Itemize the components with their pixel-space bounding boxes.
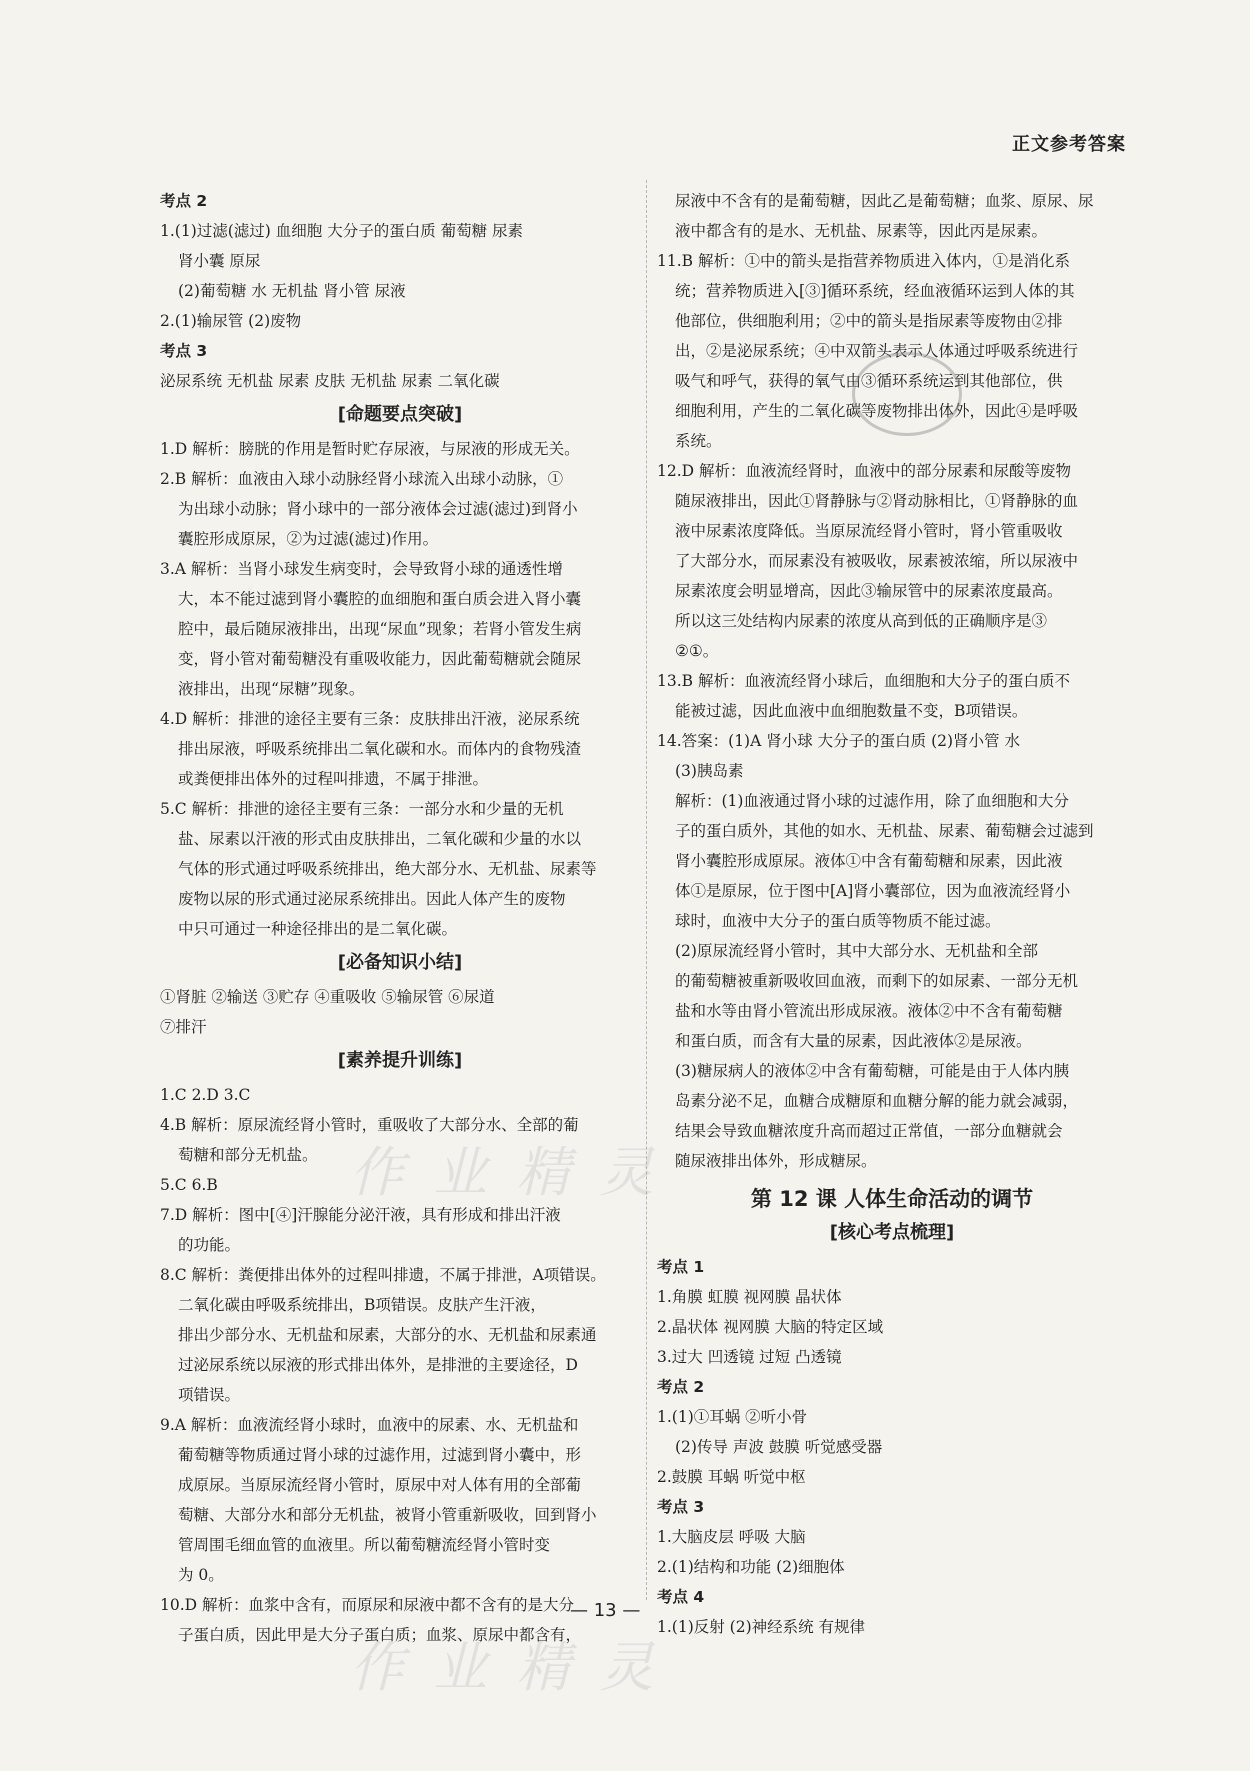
left-line: 大，本不能过滤到肾小囊腔的血细胞和蛋白质会进入肾小囊 — [178, 590, 582, 608]
right-line: 2.鼓膜 耳蜗 听觉中枢 — [657, 1468, 806, 1486]
right-line: 和蛋白质，而含有大量的尿素，因此液体②是尿液。 — [675, 1032, 1032, 1050]
right-line: 子的蛋白质外，其他的如水、无机盐、尿素、葡萄糖会过滤到 — [675, 822, 1094, 840]
page-header: 正文参考答案 — [1012, 134, 1126, 155]
right-line: 细胞利用，产生的二氧化碳等废物排出体外，因此④是呼吸 — [675, 402, 1079, 420]
watermark: 作 业 精 灵 — [350, 1141, 660, 1204]
left-line: 排出少部分水、无机盐和尿素，大部分的水、无机盐和尿素通 — [178, 1326, 597, 1344]
left-line: 4.D 解析：排泄的途径主要有三条：皮肤排出汗液，泌尿系统 — [160, 710, 580, 728]
left-line: [必备知识小结] — [337, 952, 463, 973]
right-line: 11.B 解析：①中的箭头是指营养物质进入体内，①是消化系 — [657, 252, 1070, 270]
right-line: 3.过大 凹透镜 过短 凸透镜 — [657, 1348, 842, 1366]
left-line: 囊腔形成原尿，②为过滤(滤过)作用。 — [178, 530, 439, 548]
left-line: ⑦排汗 — [160, 1018, 207, 1036]
right-line: 液中都含有的是水、无机盐、尿素等，因此丙是尿素。 — [675, 222, 1048, 240]
right-line: 球时，血液中大分子的蛋白质等物质不能过滤。 — [675, 912, 1001, 930]
right-line: 液中尿素浓度降低。当原尿流经肾小管时，肾小管重吸收 — [675, 522, 1063, 540]
left-line: 萄糖和部分无机盐。 — [178, 1146, 318, 1164]
right-line: 1.(1)反射 (2)神经系统 有规律 — [657, 1618, 866, 1636]
left-line: 考点 2 — [160, 192, 208, 210]
left-line: 中只可通过一种途径排出的是二氧化碳。 — [178, 920, 458, 938]
left-line: 成原尿。当原尿流经肾小管时，原尿中对人体有用的全部葡 — [178, 1476, 582, 1494]
right-line: 所以这三处结构内尿素的浓度从高到低的正确顺序是③ — [675, 612, 1048, 630]
right-line: 12.D 解析：血液流经肾时，血液中的部分尿素和尿酸等废物 — [657, 462, 1072, 480]
left-line: 废物以尿的形式通过泌尿系统排出。因此人体产生的废物 — [178, 890, 566, 908]
right-line: 考点 1 — [657, 1258, 705, 1276]
left-line: 腔中，最后随尿液排出，出现“尿血”现象；若肾小管发生病 — [178, 620, 582, 638]
right-line: 出，②是泌尿系统；④中双箭头表示人体通过呼吸系统进行 — [675, 342, 1079, 360]
left-line: 7.D 解析：图中[④]汗腺能分泌汗液，具有形成和排出汗液 — [160, 1206, 561, 1224]
left-line: 为 0。 — [178, 1566, 224, 1584]
left-line: 二氧化碳由呼吸系统排出，B项错误。皮肤产生汗液， — [178, 1296, 546, 1314]
left-line: 气体的形式通过呼吸系统排出，绝大部分水、无机盐、尿素等 — [178, 860, 597, 878]
left-line: 考点 3 — [160, 342, 208, 360]
left-line: 1.D 解析：膀胱的作用是暂时贮存尿液，与尿液的形成无关。 — [160, 440, 580, 458]
right-line: 解析：(1)血液通过肾小球的过滤作用，除了血细胞和大分 — [675, 792, 1069, 810]
right-line: 系统。 — [675, 432, 722, 450]
right-line: 考点 4 — [657, 1588, 705, 1606]
right-line: (3)糖尿病人的液体②中含有葡萄糖，可能是由于人体内胰 — [675, 1062, 1069, 1080]
left-line: 1.(1)过滤(滤过) 血细胞 大分子的蛋白质 葡萄糖 尿素 — [160, 222, 524, 240]
left-line: 萄糖、大部分水和部分无机盐，被肾小管重新吸收，回到肾小 — [178, 1506, 597, 1524]
right-line: 第 12 课 人体生命活动的调节 — [750, 1187, 1034, 1211]
left-line: 项错误。 — [178, 1386, 241, 1404]
watermark: 作 业 精 灵 — [350, 1636, 660, 1699]
left-line: 2.B 解析：血液由入球小动脉经肾小球流入出球小动脉，① — [160, 470, 564, 488]
right-line: 吸气和呼气，获得的氧气由③循环系统运到其他部位，供 — [675, 372, 1063, 390]
right-line: 尿素浓度会明显增高，因此③输尿管中的尿素浓度最高。 — [675, 582, 1063, 600]
left-line: 过泌尿系统以尿液的形式排出体外，是排泄的主要途径，D — [178, 1356, 578, 1374]
stamp-mark — [852, 352, 962, 436]
left-line: 3.A 解析：当肾小球发生病变时，会导致肾小球的通透性增 — [160, 560, 563, 578]
left-line: 2.(1)输尿管 (2)废物 — [160, 312, 302, 330]
left-line: 变，肾小管对葡萄糖没有重吸收能力，因此葡萄糖就会随尿 — [178, 650, 582, 668]
left-line: ①肾脏 ②输送 ③贮存 ④重吸收 ⑤输尿管 ⑥尿道 — [160, 988, 495, 1006]
left-line: 9.A 解析：血液流经肾小球时，血液中的尿素、水、无机盐和 — [160, 1416, 579, 1434]
left-line: 子蛋白质，因此甲是大分子蛋白质；血浆、原尿中都含有， — [178, 1626, 582, 1644]
right-line: 的葡萄糖被重新吸收回血液，而剩下的如尿素、一部分无机 — [675, 972, 1079, 990]
left-line: 液排出，出现“尿糖”现象。 — [178, 680, 365, 698]
right-line: 体①是原尿，位于图中[A]肾小囊部位，因为血液流经肾小 — [675, 882, 1071, 900]
right-line: 统；营养物质进入[③]循环系统，经血液循环运到人体的其 — [675, 282, 1075, 300]
right-line: [核心考点梳理] — [829, 1222, 955, 1243]
left-column — [160, 186, 640, 1650]
left-line: [素养提升训练] — [337, 1050, 463, 1071]
left-line: 的功能。 — [178, 1236, 241, 1254]
right-line: (3)胰岛素 — [675, 762, 744, 780]
right-line: (2)原尿流经肾小管时，其中大部分水、无机盐和全部 — [675, 942, 1038, 960]
right-line: 结果会导致血糖浓度升高而超过正常值，一部分血糖就会 — [675, 1122, 1063, 1140]
left-line: 1.C 2.D 3.C — [160, 1086, 251, 1104]
right-line: 随尿液排出，因此①肾静脉与②肾动脉相比，①肾静脉的血 — [675, 492, 1079, 510]
left-line: 为出球小动脉；肾小球中的一部分液体会过滤(滤过)到肾小 — [178, 500, 578, 518]
right-line: 1.大脑皮层 呼吸 大脑 — [657, 1528, 806, 1546]
column-divider — [646, 180, 647, 1600]
right-line: 14.答案：(1)A 肾小球 大分子的蛋白质 (2)肾小管 水 — [657, 732, 1020, 750]
right-line: 考点 3 — [657, 1498, 705, 1516]
right-line: 随尿液排出体外，形成糖尿。 — [675, 1152, 877, 1170]
left-line: [命题要点突破] — [337, 404, 463, 425]
left-line: 葡萄糖等物质通过肾小球的过滤作用，过滤到肾小囊中，形 — [178, 1446, 582, 1464]
right-line: 能被过滤，因此血液中血细胞数量不变，B项错误。 — [675, 702, 1028, 720]
left-line: 盐、尿素以汗液的形式由皮肤排出，二氧化碳和少量的水以 — [178, 830, 582, 848]
right-line: 1.(1)①耳蜗 ②听小骨 — [657, 1408, 808, 1426]
left-line: 泌尿系统 无机盐 尿素 皮肤 无机盐 尿素 二氧化碳 — [160, 372, 500, 390]
right-line: 2.晶状体 视网膜 大脑的特定区域 — [657, 1318, 884, 1336]
left-line: 5.C 6.B — [160, 1176, 218, 1194]
left-line: 4.B 解析：原尿流经肾小管时，重吸收了大部分水、全部的葡 — [160, 1116, 579, 1134]
left-line: 肾小囊 原尿 — [178, 252, 261, 270]
right-line: 13.B 解析：血液流经肾小球后，血细胞和大分子的蛋白质不 — [657, 672, 1070, 690]
right-line: 岛素分泌不足，血糖合成糖原和血糖分解的能力就会减弱， — [675, 1092, 1079, 1110]
left-line: 或粪便排出体外的过程叫排遗，不属于排泄。 — [178, 770, 489, 788]
left-line: 管周围毛细血管的血液里。所以葡萄糖流经肾小管时变 — [178, 1536, 551, 1554]
right-line: 肾小囊腔形成原尿。液体①中含有葡萄糖和尿素，因此液 — [675, 852, 1063, 870]
right-line: (2)传导 声波 鼓膜 听觉感受器 — [675, 1438, 883, 1456]
left-line: 排出尿液，呼吸系统排出二氧化碳和水。而体内的食物残渣 — [178, 740, 582, 758]
right-line: 1.角膜 虹膜 视网膜 晶状体 — [657, 1288, 842, 1306]
left-line: 8.C 解析：粪便排出体外的过程叫排遗，不属于排泄，A项错误。 — [160, 1266, 606, 1284]
right-line: 考点 2 — [657, 1378, 705, 1396]
left-line: (2)葡萄糖 水 无机盐 肾小管 尿液 — [178, 282, 406, 300]
right-line: 尿液中不含有的是葡萄糖，因此乙是葡萄糖；血浆、原尿、尿 — [675, 192, 1094, 210]
page-number: — 13 — — [570, 1600, 641, 1621]
right-line: 盐和水等由肾小管流出形成尿液。液体②中不含有葡萄糖 — [675, 1002, 1063, 1020]
left-line: 5.C 解析：排泄的途径主要有三条：一部分水和少量的无机 — [160, 800, 564, 818]
right-line: 他部位，供细胞利用；②中的箭头是指尿素等废物由②排 — [675, 312, 1063, 330]
right-line: 了大部分水，而尿素没有被吸收，尿素被浓缩，所以尿液中 — [675, 552, 1079, 570]
right-line: 2.(1)结构和功能 (2)细胞体 — [657, 1558, 845, 1576]
left-line: 10.D 解析：血浆中含有，而原尿和尿液中都不含有的是大分 — [160, 1596, 575, 1614]
right-line: ②①。 — [675, 642, 719, 660]
